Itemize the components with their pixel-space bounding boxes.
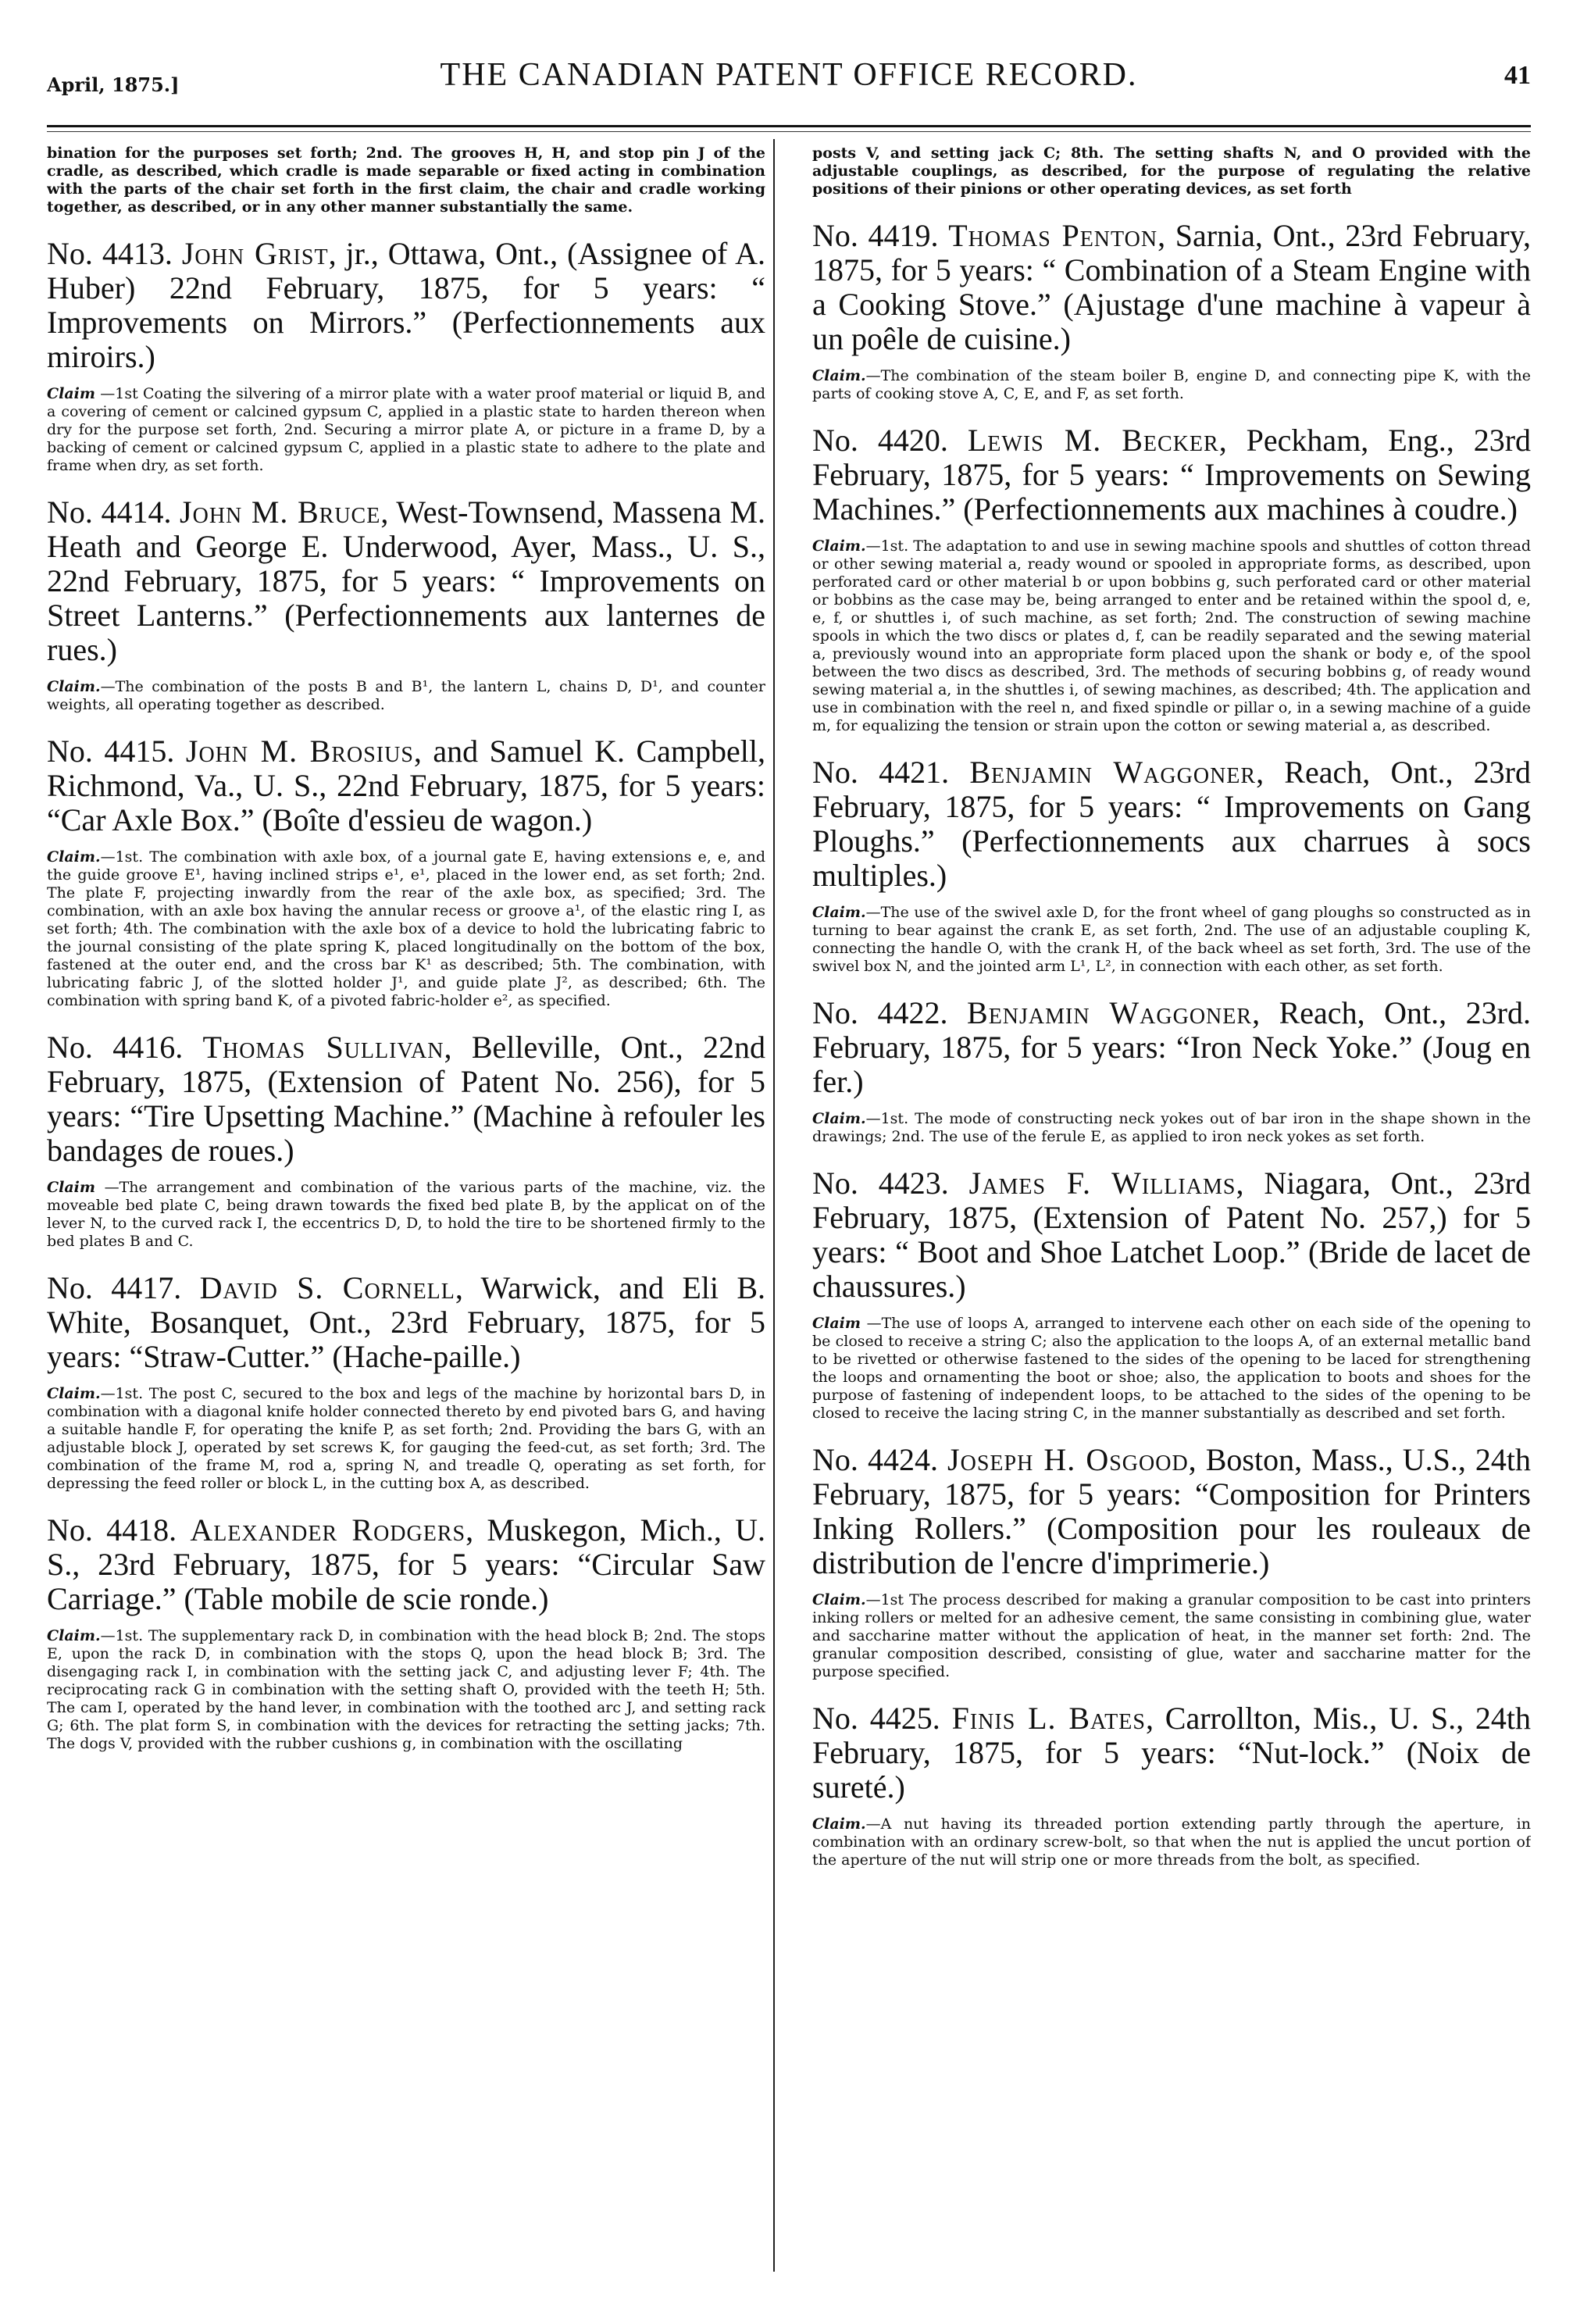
patent-number: No. 4419. (812, 218, 939, 253)
patentee-name: John Grist (181, 236, 329, 271)
patentee-name: David S. Cornell (199, 1270, 455, 1305)
claim-label: Claim. (47, 1627, 101, 1644)
patent-entry (47, 734, 765, 1010)
patent-entry (812, 996, 1531, 1146)
patent-details: , Belleville, Ont., 22nd February, 1875, (Extension of Patent No. 256), for 5 years: “Tire Upsetting Machine.” (Machine à refouler les bandages de roues.) (47, 1030, 765, 1168)
patent-entry (812, 423, 1531, 735)
claim-label: Claim. (47, 848, 101, 866)
patent-entry (47, 1271, 765, 1493)
claim-text: —The arrangement and combination of the various parts of the machine, viz. the moveable bed plate C, being drawn towards the fixed bed plate B, by the applicat on of the lever N, to the curved rack I, the eccentrics D, D, to hold the tire to be shortened firmly to the bed plates B and C. (47, 1179, 765, 1250)
patent-details: , jr., Ottawa, Ont., (Assignee of A. Huber) 22nd February, 1875, for 5 years: “ Improvements on Mirrors.” (Perfectionnements aux miroirs.) (47, 236, 765, 374)
patent-heading (47, 1513, 765, 1616)
patent-heading (47, 237, 765, 374)
patent-number: No. 4417. (47, 1270, 182, 1305)
claim-text: —The use of the swivel axle D, for the front wheel of gang ploughs so constructed as in turning to bear against the crank E, as set forth, 2nd. The use of an adjustable coupling K, connecting the handle O, with the crank H, of the back wheel as set forth, 3rd. The use of the swivel box N, and the jointed arm L¹, L², in connection with each other, as set forth. (812, 904, 1531, 975)
journal-title: THE CANADIAN PATENT OFFICE RECORD. (440, 57, 1138, 93)
patent-heading (47, 1030, 765, 1168)
patent-claim (47, 848, 765, 1010)
patent-number: No. 4416. (47, 1030, 184, 1065)
patent-details: , Sarnia, Ont., 23rd February, 1875, for 5 years: “ Combination of a Steam Engine with a Cooking Stove.” (Ajustage d'une machine à vapeur à un poêle de cuisine.) (812, 218, 1531, 356)
patent-number: No. 4422. (812, 995, 948, 1030)
header-rule-thin (47, 131, 1531, 132)
patent-heading (47, 1271, 765, 1374)
patent-details: , Peckham, Eng., 23rd February, 1875, for 5 years: “ Improvements on Sewing Machines.” (Perfectionnements aux machines à coudre.) (812, 423, 1531, 527)
patent-details: , Carrollton, Mis., U. S., 24th February, 1875, for 5 years: “Nut-lock.” (Noix de sureté.) (812, 1701, 1531, 1805)
patent-number: No. 4413. (47, 236, 173, 271)
patent-claim (47, 385, 765, 475)
patent-heading (812, 755, 1531, 893)
patentee-name: Joseph H. Osgood (947, 1442, 1189, 1477)
patent-entry (47, 1030, 765, 1251)
patentee-name: Benjamin Waggoner (969, 755, 1257, 790)
patentee-name: John M. Brosius (185, 734, 414, 769)
claim-text: —A nut having its threaded portion extending partly through the aperture, in combination with an ordinary screw-bolt, so that when the nut is applied the uncut portion of the aperture of the nut will strip one or more threads from the bolt, as specified. (812, 1815, 1531, 1869)
patent-entry (812, 1166, 1531, 1423)
claim-label: Claim. (47, 678, 101, 695)
claim-label: Claim (47, 385, 95, 402)
patent-number: No. 4414. (47, 494, 172, 530)
patent-number: No. 4415. (47, 734, 175, 769)
patent-entry (47, 1513, 765, 1753)
patent-number: No. 4424. (812, 1442, 938, 1477)
patent-details: , Niagara, Ont., 23rd February, 1875, (Extension of Patent No. 257,) for 5 years: “ Boot and Shoe Latchet Loop.” (Bride de lacet de chaussures.) (812, 1166, 1531, 1304)
claim-label: Claim. (812, 904, 866, 921)
patent-number: No. 4421. (812, 755, 950, 790)
claim-text: —1st. The supplementary rack D, in combination with the head block B; 2nd. The stops E, upon the rack D, in combination with the stops Q, upon the head block B; 3rd. The disengaging rack I, in combination with the setting jack C, and adjusting lever F; 4th. The reciprocating rack G in combination with the setting shaft O, provided with the teeth H; 5th. The cam I, operated by the hand lever, in combination with the toothed arc J, and setting rack G; 6th. The plat form S, in combination with the devices for retracting the setting jacks; 7th. The dogs V, provided with the rubber cushions g, in combination with the oscillating (47, 1627, 765, 1752)
issue-date: April, 1875.] (47, 73, 180, 96)
patent-entry (47, 237, 765, 475)
patent-claim (812, 1315, 1531, 1423)
patent-heading (812, 1701, 1531, 1805)
patent-entry (47, 495, 765, 714)
patent-claim (812, 1110, 1531, 1146)
patent-number: No. 4420. (812, 423, 948, 458)
patentee-name: Lewis M. Becker (967, 423, 1219, 458)
patent-heading (812, 219, 1531, 356)
claim-text: —1st. The adaptation to and use in sewing machine spools and shuttles of cotton thread or other sewing material a, ready wound or spooled in appropriate forms, as described, upon perforated card or other material b or upon bobbins g, such perforated card or other material or bobbins as the case may be, being arranged to enter and be retained within the spool d, e, e, f, or shuttles i, of such machine, as set forth; 2nd. The construction of sewing machine spools in which the two discs or plates d, f, can be readily separated and the sewing material a, previously wound into an appropriate form placed upon the shank or body e, of the spool between the two discs as described, 3rd. The methods of securing bobbins g, of ready wound sewing material a, in the shuttles i, of sewing machines, as described; 4th. The application and use in combination with the reel n, and fixed spindle or pillar o, in a sewing machine of a guide m, for equalizing the tension or strain upon the cotton or sewing material a, as described. (812, 537, 1531, 734)
patent-details: , Muskegon, Mich., U. S., 23rd February, 1875, for 5 years: “Circular Saw Carriage.” (Table mobile de scie ronde.) (47, 1512, 765, 1616)
patentee-name: James F. Williams (968, 1166, 1236, 1201)
claim-text: —1st. The combination with axle box, of a journal gate E, having extensions e, e, and the guide groove E¹, having inclined strips e¹, e¹, placed in the lower end, as set forth; 2nd. The plate F, projecting inwardly from the rear of the axle box, as specified; 3rd. The combination, with an axle box having the annular recess or groove a¹, of the elastic ring I, as set forth; 4th. The combination with the axle box of a device to hold the lubricating fabric to the journal consisting of the plate spring K, placed longitudinally on the bottom of the box, fastened at the outer end, and the cross bar K¹ as described; 5th. The combination, with lubricating fabric J, of the slotted holder J¹, and guide plate J², as described; 6th. The combination with spring band K, of a pivoted fabric-holder e², as specified. (47, 848, 765, 1009)
claim-text: —1st. The mode of constructing neck yokes out of bar iron in the shape shown in the drawings; 2nd. The use of the ferule E, as applied to iron neck yokes as set forth. (812, 1110, 1531, 1145)
claim-text: —1st. The post C, secured to the box and legs of the machine by horizontal bars D, in combination with a diagonal knife holder connected thereto by end pivoted bars G, and having a suitable handle F, for operating the knife P, as set forth; 2nd. Providing the bars G, with an adjustable block J, operated by set screws K, for gauging the feed-cut, as set forth; 3rd. The combination of the frame M, rod a, spring N, and treadle Q, operating as set forth, for depressing the feed roller or block L, in the cutting box A, as described. (47, 1385, 765, 1492)
continued-claim-text: posts V, and setting jack C; 8th. The setting shafts N, and O provided with the adjustable couplings, as described, for the purpose of regulating the relative positions of their pinions or other operating devices, as set forth (812, 145, 1531, 198)
patent-details: , Warwick, and Eli B. White, Bosanquet, Ont., 23rd February, 1875, for 5 years: “Straw-Cutter.” (Hache-paille.) (47, 1270, 765, 1374)
header-rule (47, 125, 1531, 127)
page-header (47, 56, 1531, 119)
claim-label: Claim. (812, 1110, 866, 1127)
claim-label: Claim. (812, 537, 866, 555)
patent-claim (47, 1627, 765, 1753)
column-divider (773, 139, 775, 2272)
continued-claim-text: bination for the purposes set forth; 2nd. The grooves H, H, and stop pin J of the cradle, as described, which cradle is made separable or fixed acting in combination with the parts of the chair set forth in the first claim, the chair and cradle working together, as described, or in any other manner substantially the same. (47, 145, 765, 216)
patent-number: No. 4418. (47, 1512, 177, 1548)
patent-number: No. 4423. (812, 1166, 949, 1201)
patent-heading (812, 423, 1531, 527)
patent-number: No. 4425. (812, 1701, 940, 1736)
claim-text: —The combination of the steam boiler B, engine D, and connecting pipe K, with the parts of cooking stove A, C, E, and F, as set forth. (812, 367, 1531, 402)
patent-details: , Reach, Ont., 23rd February, 1875, for 5 years: “ Improvements on Gang Ploughs.” (Perfectionnements aux charrues à socs multiples.) (812, 755, 1531, 893)
claim-text: —The combination of the posts B and B¹, the lantern L, chains D, D¹, and counter weights, all operating together as described. (47, 678, 765, 713)
patent-claim (812, 1591, 1531, 1681)
patentee-name: Thomas Penton (948, 218, 1158, 253)
claim-label: Claim. (812, 367, 866, 384)
patent-entry (812, 755, 1531, 976)
patent-claim (812, 537, 1531, 735)
left-column (47, 145, 765, 2254)
patent-claim (812, 367, 1531, 403)
claim-text: —1st Coating the silvering of a mirror plate with a water proof material or liquid B, and a covering of cement or calcined gypsum C, applied in a plastic state to harden thereon when dry for the purpose set forth, 2nd. Securing a mirror plate A, or picture in a frame D, by a backing of cement or calcined gypsum C, applied in a plastic state to adhere to the plate and frame when dry, as set forth. (47, 385, 765, 474)
claim-text: —The use of loops A, arranged to intervene each other on each side of the opening to be closed to receive a string C; also the application to the loops A, of an external metallic band to be rivetted or otherwise fastened to the sides of the opening to be laced for strengthening the loops and ornamenting the boot or shoe; also, the application to boots and shoes for the purpose of fastening of independent loops, to be attached to the sides of the opening to be closed to receive the lacing string C, in the manner substantially as described and set forth. (812, 1315, 1531, 1422)
patentee-name: Thomas Sullivan (202, 1030, 444, 1065)
patent-heading (812, 1443, 1531, 1580)
claim-text: —1st The process described for making a granular composition to be cast into printers inking rollers or melted for an adhesive cement, the same consisting in combining glue, water and saccharine matter without the application of heat, in the manner set forth: 2nd. The granular composition described, consisting of glue, water and saccharine matter for the purpose specified. (812, 1591, 1531, 1680)
patent-entry (812, 1443, 1531, 1681)
claim-label: Claim (812, 1315, 861, 1332)
patentee-name: Alexander Rodgers (190, 1512, 466, 1548)
patent-claim (47, 678, 765, 714)
right-column (812, 145, 1531, 2254)
patent-claim (47, 1179, 765, 1251)
claim-label: Claim (47, 1179, 95, 1196)
patent-details: , Boston, Mass., U.S., 24th February, 1875, for 5 years: “Composition for Printers Inking Rollers.” (Composition pour les rouleaux de distribution de l'encre d'imprimerie.) (812, 1442, 1531, 1580)
patent-details: , and Samuel K. Campbell, Richmond, Va., U. S., 22nd February, 1875, for 5 years: “Car Axle Box.” (Boîte d'essieu de wagon.) (47, 734, 765, 837)
page-number: 41 (1504, 61, 1531, 90)
claim-label: Claim. (812, 1591, 866, 1608)
patentee-name: Finis L. Bates (951, 1701, 1146, 1736)
patent-details: , Reach, Ont., 23rd. February, 1875, for 5 years: “Iron Neck Yoke.” (Joug en fer.) (812, 995, 1531, 1099)
patent-claim (812, 1815, 1531, 1869)
patent-claim (47, 1385, 765, 1493)
patent-heading (812, 1166, 1531, 1304)
claim-label: Claim. (812, 1815, 866, 1833)
patent-heading (812, 996, 1531, 1099)
patent-entry (812, 1701, 1531, 1869)
patent-details: , West-Townsend, Massena M. Heath and George E. Underwood, Ayer, Mass., U. S., 22nd February, 1875, for 5 years: “ Improvements on Street Lanterns.” (Perfectionnements aux lanternes de rues.) (47, 494, 765, 667)
patent-claim (812, 904, 1531, 976)
patent-heading (47, 495, 765, 667)
patent-heading (47, 734, 765, 837)
patent-entry (812, 219, 1531, 403)
patentee-name: Benjamin Waggoner (967, 995, 1253, 1030)
claim-label: Claim. (47, 1385, 101, 1402)
patentee-name: John M. Bruce (180, 494, 381, 530)
